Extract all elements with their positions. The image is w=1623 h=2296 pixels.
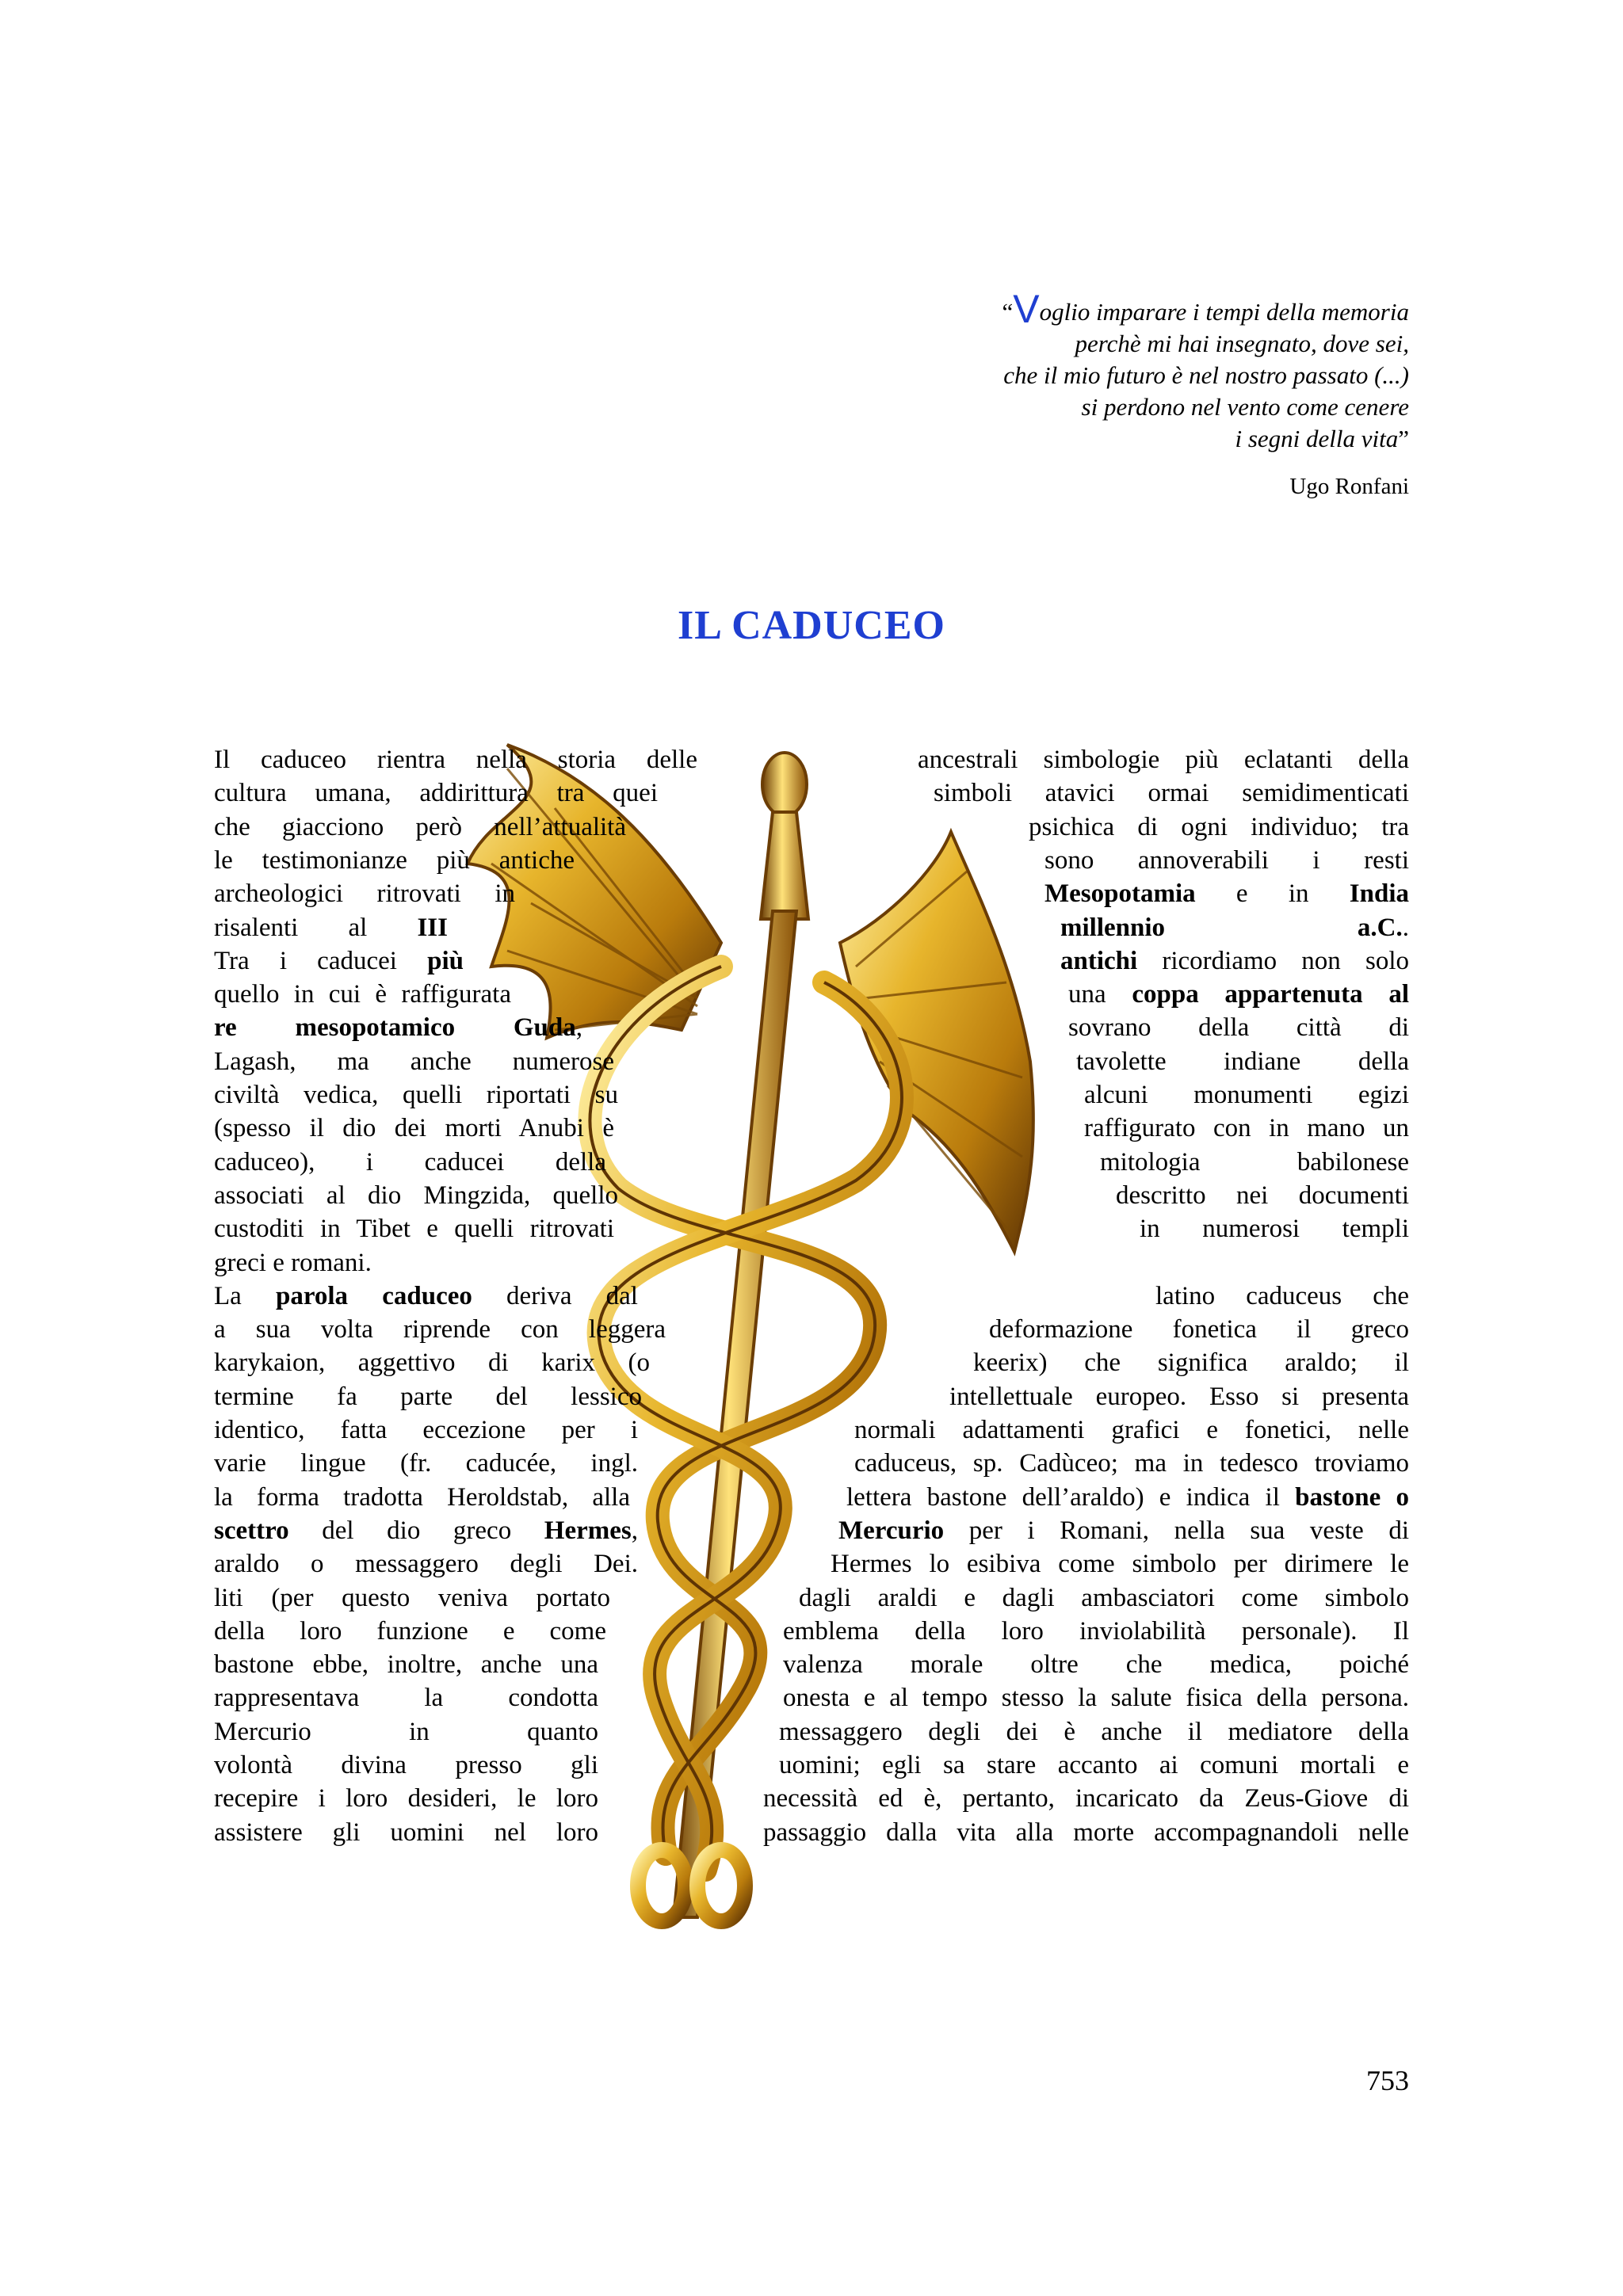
line-text: liti (per questo veniva portato	[214, 1583, 610, 1612]
right-column-line	[838, 1514, 1409, 1547]
right-column-line	[799, 1581, 1409, 1615]
line-text: necessità ed è, pertanto, incaricato da Zeus-Giove di	[763, 1784, 1409, 1814]
line-text: latino caduceus che	[1155, 1281, 1409, 1310]
line-text: ,	[631, 1516, 638, 1545]
left-column-line	[214, 1715, 598, 1749]
right-column-line	[918, 743, 1409, 776]
left-column-line	[214, 1648, 598, 1681]
left-column-line	[214, 1146, 606, 1179]
line-text: cultura umana, addirittura tra quei	[214, 779, 658, 808]
line-text: quello in cui è raffigurata	[214, 980, 511, 1009]
line-text: normali adattamenti grafici e fonetici, nelle	[854, 1416, 1409, 1444]
epigraph-line-1	[854, 287, 1409, 331]
left-column-line	[214, 743, 697, 776]
bold-term: parola caduceo	[275, 1281, 472, 1310]
line-text: bastone ebbe, inoltre, anche una	[214, 1650, 598, 1680]
drop-letter: V	[1013, 287, 1040, 331]
right-column-line	[1029, 810, 1409, 844]
line-text: una	[1068, 980, 1132, 1009]
right-column-line	[1068, 978, 1409, 1011]
right-column-line	[1068, 1011, 1409, 1044]
open-quote: “	[1002, 298, 1014, 326]
right-column-line	[1060, 944, 1409, 978]
close-quote: ”	[1398, 425, 1409, 452]
left-column-line	[214, 1280, 638, 1313]
line-text: passaggio dalla vita alla morte accompagnandoli nelle	[763, 1817, 1409, 1847]
line-text: e in	[1195, 879, 1350, 909]
right-column-line	[831, 1547, 1409, 1581]
left-column-line	[214, 844, 575, 877]
right-column-line	[1044, 877, 1409, 910]
right-column-line	[783, 1681, 1409, 1714]
line-text: del dio greco	[288, 1516, 544, 1545]
line-text: a sua volta riprende con leggera	[214, 1315, 666, 1344]
line-text: associati al dio Mingzida, quello	[214, 1180, 618, 1210]
left-column-line	[214, 1246, 372, 1280]
line-text: onesta e al tempo stesso la salute fisica della persona.	[783, 1684, 1409, 1713]
line-text: Hermes lo esibiva come simbolo per dirimere le	[831, 1550, 1409, 1579]
line-text: intellettuale europeo. Esso si presenta	[949, 1382, 1409, 1411]
epigraph-line-2: perchè mi hai insegnato, dove sei,	[1075, 330, 1409, 357]
right-column-line	[783, 1615, 1409, 1648]
right-column-line	[973, 1346, 1409, 1379]
left-column-line	[214, 1615, 606, 1648]
line-text: caduceus, sp. Cadùceo; ma in tedesco troviamo	[854, 1449, 1409, 1478]
left-column-line	[214, 911, 448, 944]
left-column-line	[214, 1681, 598, 1714]
line-text: che giacciono però nell’attualità	[214, 812, 626, 841]
left-column-line	[214, 1514, 638, 1547]
line-text: Tra i caducei	[214, 946, 428, 975]
line-text: le testimonianze più antiche	[214, 845, 575, 875]
bold-term: India	[1349, 879, 1409, 909]
left-column-line	[214, 944, 464, 978]
line-text: La	[214, 1281, 276, 1310]
line-text: per i Romani, nella sua veste di	[944, 1516, 1409, 1545]
line-text: custoditi in Tibet e quelli ritrovati	[214, 1215, 614, 1244]
line-text: karykaion, aggettivo di karix (o	[214, 1348, 650, 1378]
right-column-line	[1084, 1112, 1409, 1145]
line-text: lettera bastone dell’araldo) e indica il	[846, 1482, 1296, 1512]
left-column-line	[214, 776, 658, 810]
left-column-line	[214, 1011, 582, 1044]
line-text: raffigurato con in mano un	[1084, 1114, 1409, 1143]
line-text: Mercurio in quanto	[214, 1717, 598, 1746]
bold-term: antichi	[1060, 946, 1138, 975]
left-column-line	[214, 1078, 618, 1112]
left-column-line	[214, 1179, 618, 1212]
right-column-line	[1155, 1280, 1409, 1313]
line-text: deformazione fonetica il greco	[989, 1315, 1409, 1344]
line-text: (spesso il dio dei morti Anubi è	[214, 1114, 614, 1143]
line-text: psichica di ogni individuo; tra	[1029, 812, 1409, 841]
bold-term: scettro	[214, 1516, 289, 1545]
line-text: ricordiamo non solo	[1137, 946, 1409, 975]
line-text: volontà divina presso gli	[214, 1751, 598, 1779]
right-column-line	[1084, 1078, 1409, 1112]
line-text: valenza morale oltre che medica, poiché	[783, 1650, 1409, 1680]
right-column-line	[763, 1816, 1409, 1849]
epigraph-line-3: che il mio futuro è nel nostro passato (...)	[1003, 361, 1409, 389]
right-column-line	[1100, 1146, 1409, 1179]
line-text: Il caduceo rientra nella storia delle	[214, 746, 697, 774]
left-column-line	[214, 1313, 666, 1346]
epigraph	[854, 287, 1409, 455]
line-text: simboli atavici ormai semidimenticati	[934, 779, 1409, 808]
line-text: varie lingue (fr. caducée, ingl.	[214, 1449, 638, 1478]
line-text: Lagash, ma anche numerose	[214, 1047, 614, 1076]
right-column-line	[1140, 1212, 1409, 1245]
line-text: recepire i loro desideri, le loro	[214, 1784, 598, 1814]
left-column-line	[214, 1112, 614, 1145]
line-text: descritto nei documenti	[1116, 1180, 1409, 1210]
left-column-line	[214, 1380, 642, 1413]
right-column-line	[779, 1715, 1409, 1749]
left-column-line	[214, 1045, 614, 1078]
line-text: ,	[575, 1013, 582, 1043]
line-text: keerix) che significa araldo; il	[973, 1348, 1409, 1378]
epigraph-author: Ugo Ronfani	[1289, 474, 1409, 499]
line-text: la forma tradotta Heroldstab, alla	[214, 1482, 630, 1512]
left-column-line	[214, 978, 511, 1011]
epigraph-text: oglio imparare i tempi della memoria	[1039, 298, 1409, 326]
line-text: tavolette indiane della	[1076, 1047, 1409, 1076]
line-text: risalenti al	[214, 913, 418, 942]
epigraph-text: i segni della vita	[1235, 425, 1399, 452]
right-column-line	[1076, 1045, 1409, 1078]
left-column-line	[214, 1749, 598, 1782]
right-column-line	[779, 1749, 1409, 1782]
bold-term: III	[417, 913, 448, 942]
line-text: ancestrali simbologie più eclatanti della	[918, 746, 1409, 774]
line-text: civiltà vedica, quelli riportati su	[214, 1081, 618, 1109]
left-column-line	[214, 1413, 638, 1447]
page-title: IL CADUCEO	[678, 603, 945, 648]
line-text: dagli araldi e dagli ambasciatori come simbolo	[799, 1583, 1409, 1612]
line-text: sono annoverabili i resti	[1044, 845, 1409, 875]
line-text: sovrano della città di	[1068, 1013, 1409, 1043]
line-text: mitologia babilonese	[1100, 1147, 1409, 1177]
bold-term: più	[427, 946, 464, 975]
bold-term: bastone o	[1295, 1482, 1409, 1512]
epigraph-line-4: si perdono nel vento come cenere	[1081, 393, 1409, 421]
left-column-line	[214, 1481, 630, 1514]
page-number: 753	[1366, 2065, 1409, 2096]
left-column-line	[214, 1212, 614, 1245]
right-column-line	[1060, 911, 1409, 944]
left-column-line	[214, 1816, 598, 1849]
right-column-line	[763, 1782, 1409, 1815]
line-text: araldo o messaggero degli Dei.	[214, 1550, 638, 1579]
right-column-line	[854, 1413, 1409, 1447]
bold-term: Mercurio	[838, 1516, 945, 1545]
left-column-line	[214, 810, 626, 844]
left-column-line	[214, 1547, 638, 1581]
line-text: deriva dal	[472, 1281, 638, 1310]
right-column-line	[854, 1447, 1409, 1480]
line-text: termine fa parte del lessico	[214, 1382, 642, 1411]
line-text: in numerosi templi	[1140, 1215, 1409, 1244]
line-text: caduceo), i caducei della	[214, 1147, 606, 1177]
right-column-line	[949, 1380, 1409, 1413]
line-text: archeologici ritrovati in	[214, 879, 515, 909]
right-column-line	[846, 1481, 1409, 1514]
left-column-line	[214, 1581, 610, 1615]
left-column-line	[214, 877, 515, 910]
bold-term: coppa appartenuta al	[1132, 980, 1409, 1009]
epigraph-line-5	[854, 423, 1409, 455]
bold-term: re mesopotamico Guda	[214, 1013, 576, 1043]
right-column-line	[1044, 844, 1409, 877]
line-text: assistere gli uomini nel loro	[214, 1817, 598, 1847]
line-text: messaggero degli dei è anche il mediatore della	[779, 1717, 1409, 1746]
bold-term: Hermes	[544, 1516, 632, 1545]
line-text: alcuni monumenti egizi	[1084, 1081, 1409, 1109]
line-text: identico, fatta eccezione per i	[214, 1416, 638, 1444]
bold-term: millennio a.C.	[1060, 913, 1403, 942]
left-column-line	[214, 1447, 638, 1480]
left-column-line	[214, 1782, 598, 1815]
right-column-line	[783, 1648, 1409, 1681]
line-text: rappresentava la condotta	[214, 1684, 598, 1713]
right-column-line	[934, 776, 1409, 810]
line-text: greci e romani.	[214, 1248, 372, 1277]
bold-term: Mesopotamia	[1044, 879, 1196, 909]
left-column-line	[214, 1346, 650, 1379]
line-text: uomini; egli sa stare accanto ai comuni mortali e	[779, 1751, 1409, 1779]
line-text: emblema della loro inviolabilità personale). Il	[783, 1616, 1409, 1646]
right-column-line	[989, 1313, 1409, 1346]
line-text: della loro funzione e come	[214, 1616, 606, 1646]
right-column-line	[1116, 1179, 1409, 1212]
line-text: .	[1402, 913, 1409, 942]
